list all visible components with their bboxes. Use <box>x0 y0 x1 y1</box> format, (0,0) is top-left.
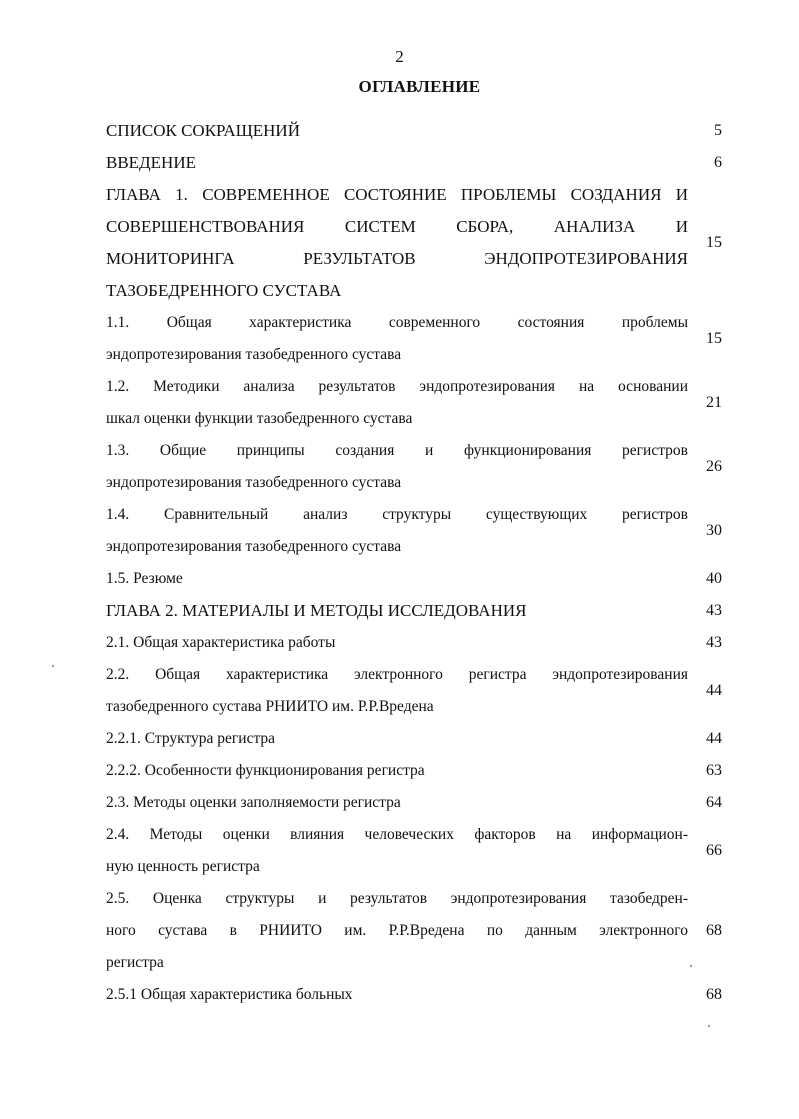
toc-entry-title <box>106 755 688 787</box>
toc-entry-line: 1.4. Сравнительный анализ структуры существующих регистров <box>106 506 688 523</box>
toc-entry-page: 5 <box>714 122 722 139</box>
toc-entry-line: 2.5.1 Общая характеристика больных <box>106 986 353 1003</box>
scan-speck <box>52 665 54 667</box>
toc-entry <box>106 659 726 723</box>
toc-entry <box>106 435 726 499</box>
toc-entry-line: СПИСОК СОКРАЩЕНИЙ <box>106 121 300 140</box>
toc-entry-line: 1.1. Общая характеристика современного состояния проблемы <box>106 314 688 331</box>
toc-entry-line: 2.1. Общая характеристика работы <box>106 634 336 651</box>
toc-entry-page: 30 <box>706 522 722 539</box>
toc-entry-title <box>106 371 688 435</box>
toc-entry-title <box>106 659 688 723</box>
toc-entry-line: 1.3. Общие принципы создания и функционирования регистров <box>106 442 688 459</box>
toc-entry-title <box>106 723 688 755</box>
toc-entry <box>106 787 726 819</box>
toc-entry-line: 1.2. Методики анализа результатов эндопротезирования на основании <box>106 378 688 395</box>
toc-entry-page: 44 <box>706 730 722 747</box>
toc-entry-line: эндопротезирования тазобедренного сустава <box>106 474 402 491</box>
toc-entry-line: ГЛАВА 1. СОВРЕМЕННОЕ СОСТОЯНИЕ ПРОБЛЕМЫ СОЗДАНИЯ И <box>106 185 688 204</box>
toc-entry-line: ную ценность регистра <box>106 858 260 875</box>
toc-entry-title <box>106 563 688 595</box>
toc-entry-page: 15 <box>706 330 722 347</box>
toc-entry-title <box>106 179 688 307</box>
toc-entry-page: 15 <box>706 234 722 251</box>
toc-entry-page: 43 <box>706 602 722 619</box>
toc-entry-line: регистра <box>106 954 164 971</box>
toc-entry-line: 2.2.1. Структура регистра <box>106 730 276 747</box>
toc-entry-line: МОНИТОРИНГА РЕЗУЛЬТАТОВ ЭНДОПРОТЕЗИРОВАНИЯ <box>106 249 688 268</box>
toc-entry-title <box>106 307 688 371</box>
toc-entry-line: ТАЗОБЕДРЕННОГО СУСТАВА <box>106 281 342 300</box>
toc-entry <box>106 979 726 1011</box>
toc-entry-page: 66 <box>706 842 722 859</box>
toc-entry-page: 43 <box>706 634 722 651</box>
page-title: ОГЛАВЛЕНИЕ <box>358 77 481 96</box>
toc-entry-page: 68 <box>706 922 722 939</box>
toc-entry-title <box>106 819 688 883</box>
toc-entry <box>106 147 726 179</box>
toc-entry-line: ного сустава в РНИИТО им. Р.Р.Вредена по данным электронного <box>106 922 688 939</box>
toc-entry-page: 6 <box>714 154 722 171</box>
toc-entry <box>106 819 726 883</box>
toc-entry-line: эндопротезирования тазобедренного сустава <box>106 538 402 555</box>
toc-entry-page: 64 <box>706 794 722 811</box>
toc-entry-page: 40 <box>706 570 722 587</box>
toc-entry-page: 63 <box>706 762 722 779</box>
toc-entry-title <box>106 627 688 659</box>
toc-entry-page: 26 <box>706 458 722 475</box>
toc-entry <box>106 371 726 435</box>
toc-entry-line: эндопротезирования тазобедренного сустава <box>106 346 402 363</box>
toc-entry-title <box>106 147 688 179</box>
toc-entry-title <box>106 115 688 147</box>
toc-entry <box>106 627 726 659</box>
toc-entry <box>106 499 726 563</box>
toc-entry-line: тазобедренного сустава РНИИТО им. Р.Р.Вредена <box>106 698 434 715</box>
toc-entry-line: 2.2.2. Особенности функционирования регистра <box>106 762 425 779</box>
scan-speck <box>690 965 692 967</box>
toc-entry-line: 2.4. Методы оценки влияния человеческих факторов на информацион- <box>106 826 688 843</box>
toc-entry-page: 68 <box>706 986 722 1003</box>
toc-entry-line: 2.2. Общая характеристика электронного регистра эндопротезирования <box>106 666 688 683</box>
toc-entry <box>106 563 726 595</box>
toc-entry <box>106 595 726 627</box>
toc-entry-line: ГЛАВА 2. МАТЕРИАЛЫ И МЕТОДЫ ИССЛЕДОВАНИЯ <box>106 601 527 620</box>
toc-entry <box>106 723 726 755</box>
toc-entry-line: СОВЕРШЕНСТВОВАНИЯ СИСТЕМ СБОРА, АНАЛИЗА И <box>106 217 688 236</box>
toc-entry-line: шкал оценки функции тазобедренного сустава <box>106 410 413 427</box>
scan-speck <box>708 1025 710 1027</box>
toc-entry-title <box>106 979 688 1011</box>
toc-entry-line: 2.3. Методы оценки заполняемости регистра <box>106 794 401 811</box>
toc-entry <box>106 755 726 787</box>
toc-entry-line: 2.5. Оценка структуры и результатов эндопротезирования тазобедрен- <box>106 890 688 907</box>
page-number: 2 <box>395 47 404 66</box>
toc-entry-title <box>106 595 688 627</box>
toc-entry <box>106 179 726 307</box>
toc-entry <box>106 307 726 371</box>
toc-entry <box>106 115 726 147</box>
table-of-contents <box>106 115 726 1011</box>
toc-entry-title <box>106 435 688 499</box>
toc-entry-title <box>106 883 688 979</box>
toc-entry-page: 21 <box>706 394 722 411</box>
toc-entry-title <box>106 787 688 819</box>
toc-entry-line: 1.5. Резюме <box>106 570 183 587</box>
toc-entry-page: 44 <box>706 682 722 699</box>
toc-entry-title <box>106 499 688 563</box>
toc-entry-line: ВВЕДЕНИЕ <box>106 153 196 172</box>
toc-entry <box>106 883 726 979</box>
